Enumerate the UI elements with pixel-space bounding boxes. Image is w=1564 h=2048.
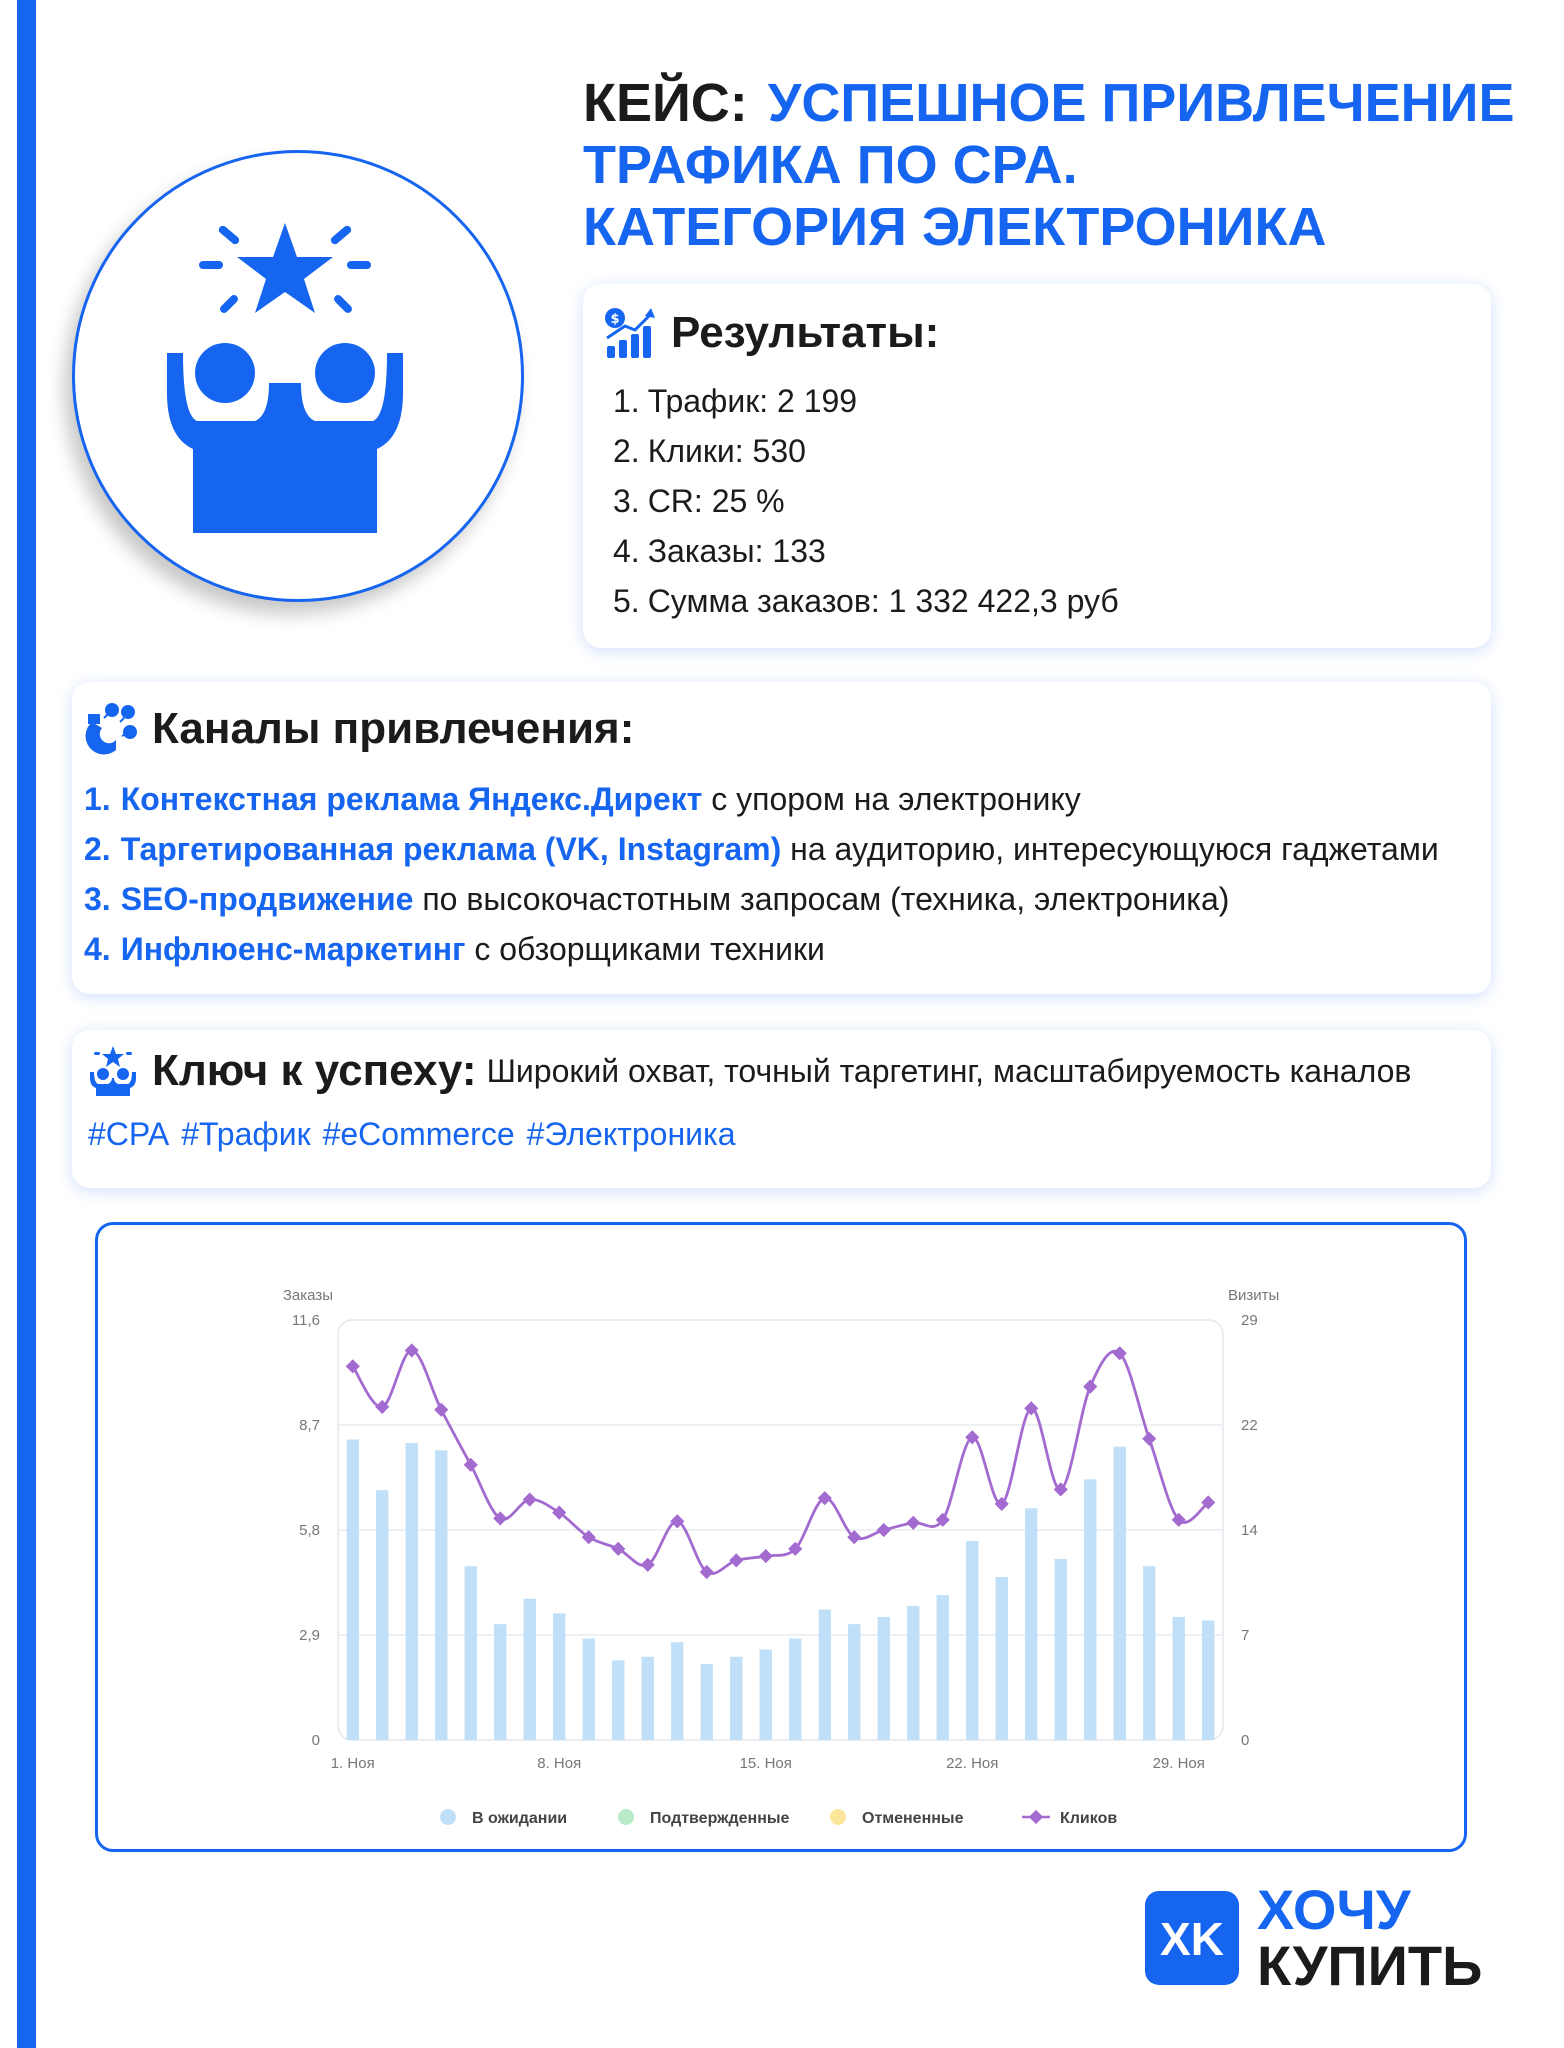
- legend-label: В ожидании: [472, 1810, 568, 1827]
- y-left-tick-label: 0: [311, 1732, 320, 1749]
- people-reaching-star-icon: [75, 153, 527, 605]
- bar: [1084, 1479, 1096, 1740]
- clicks-point: [1142, 1432, 1156, 1446]
- results-item: [613, 576, 1119, 626]
- svg-text:$: $: [610, 312, 620, 327]
- bar: [730, 1657, 742, 1740]
- bar: [671, 1642, 683, 1740]
- team-star-icon: [84, 1042, 142, 1100]
- bar: [642, 1657, 654, 1740]
- channel-description: с обзорщиками техники: [465, 931, 825, 967]
- y-left-tick-label: 5,8: [299, 1522, 320, 1539]
- y-right-axis-label: Визиты: [1228, 1287, 1280, 1304]
- channel-item: [84, 774, 1439, 824]
- bar: [789, 1639, 801, 1740]
- bar: [819, 1610, 831, 1740]
- bar: [878, 1617, 890, 1740]
- hashtag[interactable]: #Трафик: [181, 1116, 311, 1152]
- title-line-2: ТРАФИКА ПО CPA.: [583, 135, 1078, 195]
- results-heading: Результаты:: [671, 308, 940, 357]
- legend-label: Кликов: [1060, 1810, 1118, 1827]
- channels-card: [72, 682, 1491, 994]
- bar: [1025, 1508, 1037, 1740]
- y-right-tick-label: 22: [1241, 1417, 1258, 1434]
- results-card: [583, 284, 1491, 648]
- clicks-point: [877, 1523, 891, 1537]
- chart-card: [95, 1222, 1467, 1852]
- title-line-3: КАТЕГОРИЯ ЭЛЕКТРОНИКА: [583, 197, 1327, 257]
- results-list: [613, 376, 1119, 626]
- item-number: 5.: [613, 583, 640, 619]
- channel-description: с упором на электронику: [702, 781, 1081, 817]
- clicks-point: [759, 1549, 773, 1563]
- bar: [494, 1624, 506, 1740]
- logo-mark-glyph: [1145, 1891, 1239, 1985]
- legend-dot-marker: [440, 1809, 456, 1825]
- item-number: 2.: [613, 433, 640, 469]
- title-line-1: УСПЕШНОЕ ПРИВЛЕЧЕНИЕ: [767, 73, 1515, 133]
- item-text: Клики: 530: [647, 433, 806, 469]
- hero-illustration: [72, 150, 524, 602]
- bar: [966, 1541, 978, 1740]
- page-title: [583, 72, 1543, 258]
- results-item: [613, 526, 1119, 576]
- channels-heading: Каналы привлечения:: [152, 704, 635, 753]
- legend-label: Отмененные: [862, 1810, 964, 1827]
- growth-chart-icon: [601, 304, 659, 362]
- x-tick-label: 22. Ноя: [946, 1755, 999, 1772]
- legend-dot-marker: [830, 1809, 846, 1825]
- x-tick-label: 15. Ноя: [739, 1755, 792, 1772]
- y-right-tick-label: 29: [1241, 1312, 1258, 1329]
- clicks-point: [346, 1359, 360, 1373]
- item-number: 1.: [84, 781, 111, 817]
- bar: [465, 1566, 477, 1740]
- bar: [1143, 1566, 1155, 1740]
- legend-label: Подтвержденные: [650, 1810, 790, 1827]
- key-line: [84, 1042, 1411, 1100]
- item-text: CR: 25 %: [647, 483, 785, 519]
- clicks-point: [729, 1553, 743, 1567]
- key-heading: Ключ к успеху:: [152, 1046, 477, 1095]
- y-right-tick-label: 0: [1241, 1732, 1250, 1749]
- bar: [376, 1490, 388, 1740]
- clicks-point: [434, 1403, 448, 1417]
- channel-description: по высокочастотным запросам (техника, электроника): [413, 881, 1230, 917]
- channel-name: SEO-продвижение: [120, 881, 414, 917]
- clicks-point: [464, 1458, 478, 1472]
- channel-item: [84, 874, 1439, 924]
- left-accent-bar: [17, 0, 36, 2048]
- clicks-line: [353, 1350, 1209, 1573]
- logo-mark: [1145, 1891, 1239, 1985]
- item-number: 4.: [613, 533, 640, 569]
- item-number: 3.: [613, 483, 640, 519]
- item-text: Заказы: 133: [647, 533, 826, 569]
- channel-description: на аудиторию, интересующуюся гаджетами: [781, 831, 1439, 867]
- y-right-tick-label: 14: [1241, 1522, 1258, 1539]
- legend-dot-marker: [618, 1809, 634, 1825]
- y-left-tick-label: 8,7: [299, 1417, 320, 1434]
- bar: [406, 1443, 418, 1740]
- logo-mark-text: XK: [1160, 1913, 1224, 1965]
- results-item: [613, 376, 1119, 426]
- channels-header: [82, 700, 634, 758]
- item-text: Сумма заказов: 1 332 422,3 руб: [647, 583, 1119, 619]
- clicks-point: [523, 1493, 537, 1507]
- hashtags: [88, 1116, 747, 1153]
- bar: [760, 1649, 772, 1740]
- bar: [435, 1450, 447, 1740]
- x-tick-label: 1. Ноя: [330, 1755, 375, 1772]
- x-tick-label: 29. Ноя: [1152, 1755, 1205, 1772]
- bar: [1173, 1617, 1185, 1740]
- bar: [553, 1613, 565, 1740]
- channels-list: [84, 774, 1439, 974]
- item-number: 3.: [84, 881, 111, 917]
- hashtag[interactable]: #eCommerce: [322, 1116, 515, 1152]
- bar: [583, 1639, 595, 1740]
- bar: [907, 1606, 919, 1740]
- orders-visits-chart: [98, 1225, 1464, 1849]
- hashtag[interactable]: #Электроника: [526, 1116, 736, 1152]
- bar: [996, 1577, 1008, 1740]
- bar: [524, 1599, 536, 1740]
- bar: [937, 1595, 949, 1740]
- item-number: 4.: [84, 931, 111, 967]
- clicks-point: [1083, 1380, 1097, 1394]
- magnet-people-icon: [82, 700, 140, 758]
- channel-name: Таргетированная реклама (VK, Instagram): [120, 831, 782, 867]
- bar: [701, 1664, 713, 1740]
- key-card: [72, 1030, 1491, 1188]
- channel-item: [84, 824, 1439, 874]
- bar: [1114, 1447, 1126, 1740]
- brand-logo: [1145, 1878, 1483, 1997]
- logo-line-1: ХОЧУ: [1257, 1878, 1411, 1941]
- item-number: 2.: [84, 831, 111, 867]
- logo-text: [1257, 1878, 1483, 1997]
- y-left-axis-label: Заказы: [282, 1287, 333, 1304]
- y-right-tick-label: 7: [1241, 1627, 1250, 1644]
- bar: [612, 1660, 624, 1740]
- bar: [347, 1439, 359, 1740]
- clicks-point: [906, 1516, 920, 1530]
- bar: [848, 1624, 860, 1740]
- results-item: [613, 426, 1119, 476]
- results-item: [613, 476, 1119, 526]
- y-left-tick-label: 2,9: [299, 1627, 320, 1644]
- bar: [1202, 1621, 1214, 1740]
- y-left-tick-label: 11,6: [291, 1312, 320, 1329]
- results-header: [601, 304, 939, 362]
- hashtag[interactable]: #CPA: [88, 1116, 170, 1152]
- x-tick-label: 8. Ноя: [537, 1755, 582, 1772]
- item-text: Трафик: 2 199: [647, 383, 858, 419]
- legend-diamond-marker: [1029, 1810, 1043, 1824]
- logo-line-2: КУПИТЬ: [1257, 1934, 1483, 1997]
- title-prefix: КЕЙС:: [583, 73, 748, 133]
- bar: [1055, 1559, 1067, 1740]
- key-text: Широкий охват, точный таргетинг, масштабируемость каналов: [486, 1052, 1412, 1089]
- channel-name: Контекстная реклама Яндекс.Директ: [120, 781, 703, 817]
- item-number: 1.: [613, 383, 640, 419]
- channel-name: Инфлюенс-маркетинг: [120, 931, 466, 967]
- channel-item: [84, 924, 1439, 974]
